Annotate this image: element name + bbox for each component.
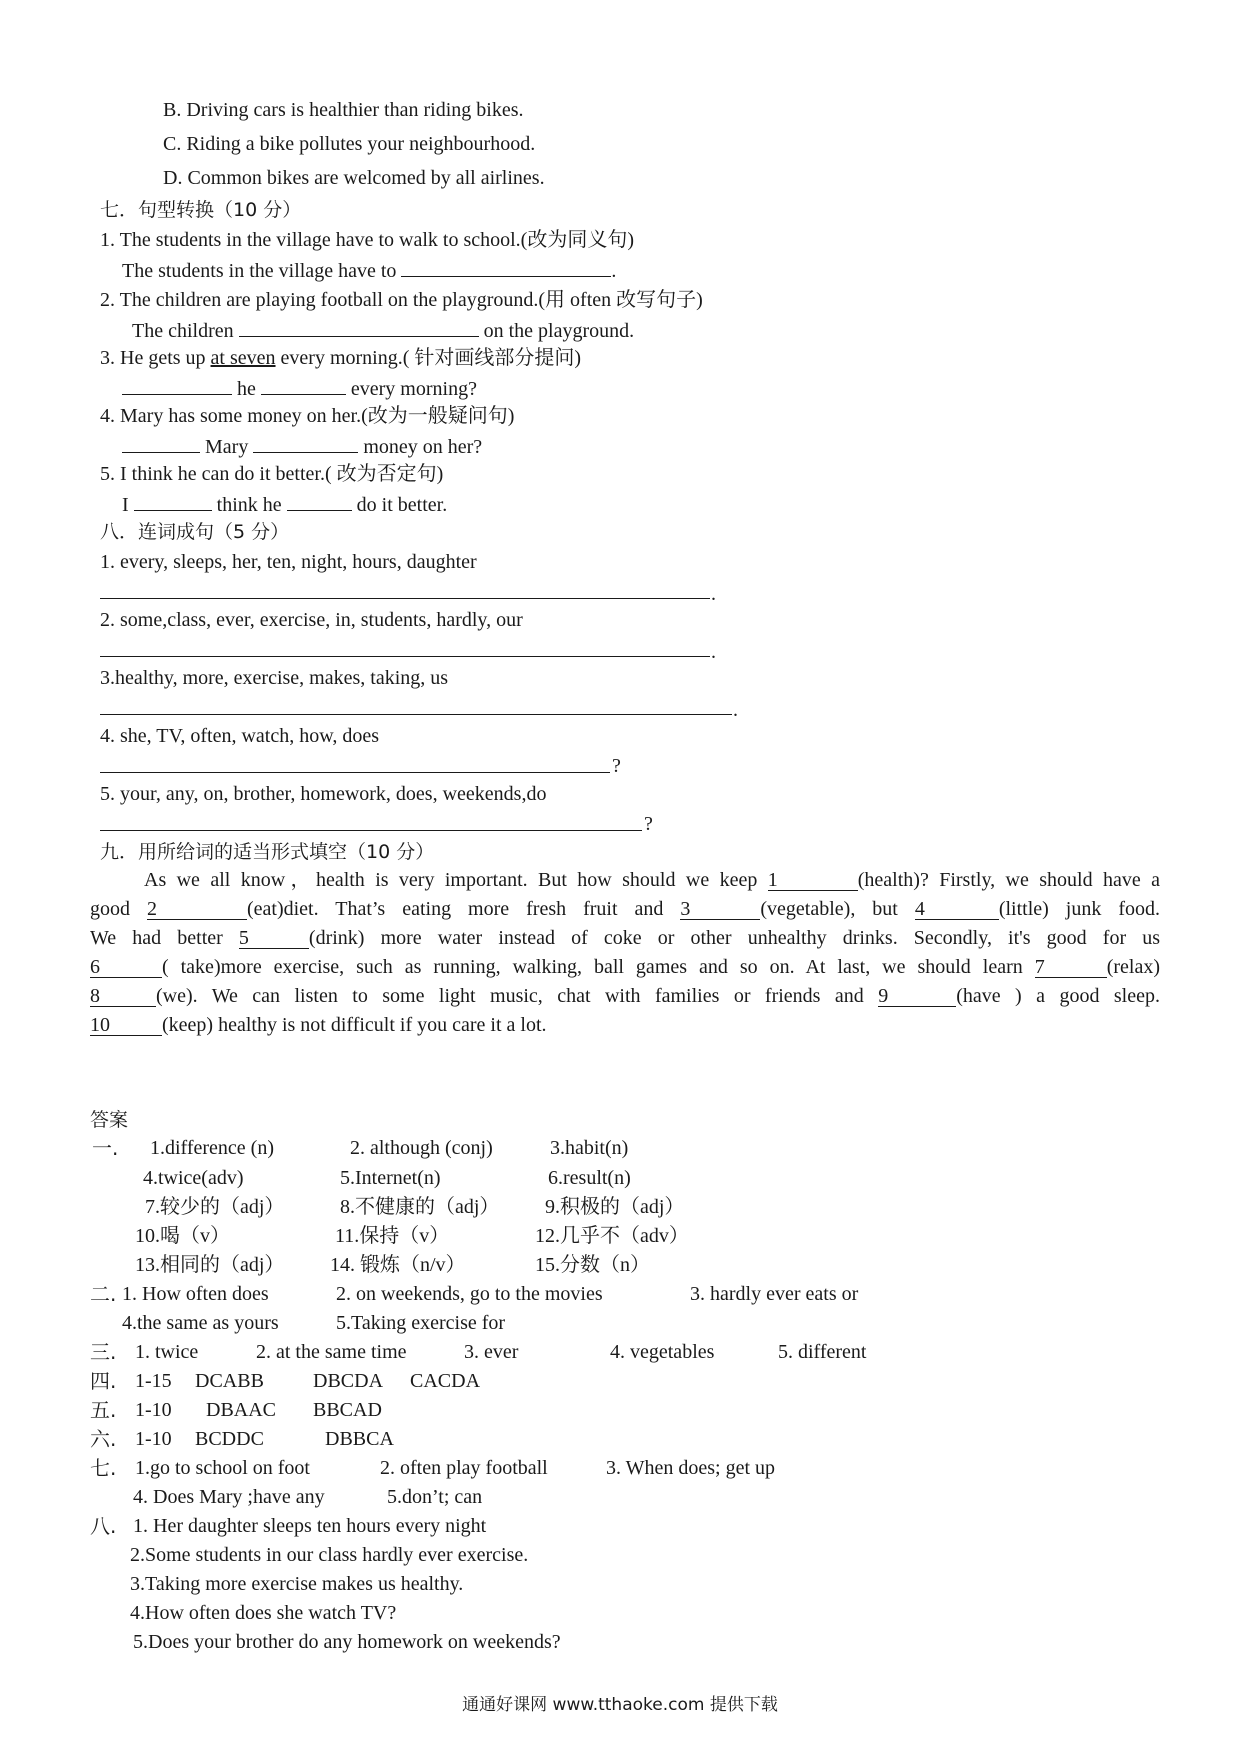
s7-q2a-post: on the playground.	[483, 320, 635, 342]
s7-q4a-post: money on her?	[363, 436, 483, 458]
ans-s8-label: 八.	[90, 1514, 117, 1538]
s7-q3	[100, 346, 581, 370]
s9-row-5: 8 (we). We can listen to some light music, chat with families or friends and 9 (have ) a good sleep.	[90, 985, 1160, 1007]
s7-q3a-post: every morning?	[350, 378, 477, 400]
s8-q4: 4. she, TV, often, watch, how, does	[100, 725, 380, 747]
option-c: C. Riding a bike pollutes your neighbourhood.	[163, 133, 536, 155]
s8-q2: 2. some,class, ever, exercise, in, students, hardly, our	[100, 609, 523, 631]
ans-s4-label: 四.	[90, 1369, 117, 1393]
s7-q3-pre: 3. He gets up	[100, 347, 211, 369]
ans-s4-item: 1-15	[135, 1370, 172, 1392]
ans-s1-item: 3.habit(n)	[550, 1137, 629, 1159]
ans-s7-item: 3. When does; get up	[606, 1457, 776, 1479]
s7-q2a-pre: The children	[132, 320, 234, 342]
ans-s1-item: 9.积极的（adj）	[545, 1196, 685, 1218]
s9-blank-4[interactable]: 4	[915, 899, 999, 920]
section8-heading: 八．连词成句（5 分）	[100, 521, 290, 543]
s7-q1-blank[interactable]	[401, 258, 611, 277]
ans-s3-label: 三.	[90, 1340, 117, 1364]
ans-s1-item: 5.Internet(n)	[340, 1167, 441, 1189]
ans-s5-item: 1-10	[135, 1399, 172, 1421]
ans-s3-item: 1. twice	[135, 1341, 199, 1363]
s9-blank-6[interactable]: 6	[90, 957, 162, 978]
ans-s7-item: 2. often play football	[380, 1457, 548, 1479]
s7-q5a-post: do it better.	[356, 494, 448, 516]
s7-q1: 1. The students in the village have to walk to school.(改为同义句)	[100, 229, 634, 251]
ans-s2-item: 2. on weekends, go to the movies	[336, 1283, 603, 1305]
ans-s3-item: 2. at the same time	[256, 1341, 407, 1363]
section7-heading: 七．句型转换（10 分）	[100, 199, 302, 221]
s7-q3-answer-line	[122, 376, 477, 401]
s8-q5-end: ?	[644, 813, 653, 835]
s7-q4-blank-1[interactable]	[122, 434, 200, 453]
ans-s7-label: 七.	[90, 1456, 117, 1480]
s7-q5-blank-1[interactable]	[134, 492, 212, 511]
s7-q4a-mid: Mary	[205, 436, 249, 458]
ans-s5-item: DBAAC	[206, 1399, 277, 1421]
s8-q1-end: .	[711, 583, 716, 605]
ans-s1-item: 8.不健康的（adj）	[340, 1196, 500, 1218]
s7-q4: 4. Mary has some money on her.(改为一般疑问句)	[100, 405, 515, 427]
s7-q4-answer-line	[122, 434, 482, 459]
ans-s8-item: 2.Some students in our class hardly ever exercise.	[130, 1544, 529, 1566]
s7-q3-blank-1[interactable]	[122, 376, 232, 395]
ans-s8-item: 3.Taking more exercise makes us healthy.	[130, 1573, 464, 1595]
ans-s3-item: 3. ever	[464, 1341, 519, 1363]
ans-s6-item: 1-10	[135, 1428, 172, 1450]
s7-q5-answer-line	[122, 492, 447, 517]
ans-s5-item: BBCAD	[313, 1399, 382, 1421]
s9-row-3: We had better 5 (drink) more water instead of coke or other unhealthy drinks. Secondly, it's good for us	[90, 927, 1161, 949]
s7-q3-post: every morning.( 针对画线部分提问)	[275, 347, 582, 369]
s7-q5: 5. I think he can do it better.( 改为否定句)	[100, 463, 444, 485]
ans-s1-item: 12.几乎不（adv）	[535, 1225, 689, 1247]
ans-s6-label: 六.	[90, 1427, 117, 1451]
s7-q2-answer-line	[132, 318, 634, 343]
ans-s1-label: 一.	[92, 1136, 119, 1160]
s7-q1-answer-line	[122, 258, 616, 283]
s8-q2-answer-line[interactable]	[100, 656, 710, 657]
s8-q4-end: ?	[612, 755, 621, 777]
s9-row-2: good 2 (eat)diet. That’s eating more fresh fruit and 3 (vegetable), but 4 (little) junk food.	[90, 898, 1161, 920]
s9-blank-3[interactable]: 3	[680, 899, 760, 920]
ans-s1-item: 6.result(n)	[548, 1167, 631, 1189]
option-d: D. Common bikes are welcomed by all airlines.	[163, 167, 545, 189]
ans-s2-item: 3. hardly ever eats or	[690, 1283, 859, 1305]
ans-s7-item: 4. Does Mary ;have any	[133, 1486, 325, 1508]
s7-q1a-pre: The students in the village have to	[122, 260, 397, 282]
ans-s5-label: 五.	[90, 1398, 117, 1422]
s9-blank-2[interactable]: 2	[147, 899, 247, 920]
ans-s1-item: 14. 锻炼（n/v）	[330, 1254, 466, 1276]
ans-s6-item: BCDDC	[195, 1428, 264, 1450]
ans-s2-item: 5.Taking exercise for	[336, 1312, 506, 1334]
s7-q2: 2. The children are playing football on the playground.(用 often 改写句子)	[100, 289, 703, 311]
ans-s8-item: 5.Does your brother do any homework on weekends?	[133, 1631, 561, 1653]
s7-q5a-pre: I	[122, 494, 129, 516]
s7-q3-underlined: at seven	[210, 347, 276, 369]
s8-q5-answer-line[interactable]	[100, 830, 642, 831]
s9-row-1: As we all know，health is very important. But how should we keep 1 (health)? Firstly, we should have a	[144, 869, 1161, 891]
ans-s3-item: 5. different	[778, 1341, 867, 1363]
ans-s1-item: 4.twice(adv)	[143, 1167, 244, 1189]
s8-q3: 3.healthy, more, exercise, makes, taking, us	[100, 667, 449, 689]
ans-s4-item: DCABB	[195, 1370, 264, 1392]
ans-s3-item: 4. vegetables	[610, 1341, 715, 1363]
s8-q2-end: .	[711, 641, 716, 663]
ans-s7-item: 1.go to school on foot	[135, 1457, 310, 1479]
ans-s2-item: 1. How often does	[122, 1283, 269, 1305]
ans-s4-item: CACDA	[410, 1370, 481, 1392]
ans-s6-item: DBBCA	[325, 1428, 394, 1450]
s9-blank-10[interactable]: 10	[90, 1015, 162, 1036]
s7-q5a-mid: think he	[216, 494, 282, 516]
s8-q4-answer-line[interactable]	[100, 772, 610, 773]
s9-passage	[90, 866, 1160, 1040]
s8-q5: 5. your, any, on, brother, homework, does, weekends,do	[100, 783, 547, 805]
ans-s8-item: 1. Her daughter sleeps ten hours every night	[133, 1515, 487, 1537]
ans-s1-item: 1.difference (n)	[150, 1137, 275, 1159]
ans-s1-item: 11.保持（v）	[335, 1225, 450, 1247]
page-footer: 通通好课网 www.tthaoke.com 提供下载	[462, 1695, 778, 1715]
ans-s1-item: 7.较少的（adj）	[145, 1196, 285, 1218]
s9-blank-5[interactable]: 5	[239, 928, 309, 949]
s7-q2-blank[interactable]	[239, 318, 479, 337]
s9-row-4: 6 ( take)more exercise, such as running, walking, ball games and so on. At last, we should learn 7 (relax)	[90, 956, 1160, 978]
section9-heading: 九．用所给词的适当形式填空（10 分）	[100, 841, 435, 863]
s8-q1-answer-line[interactable]	[100, 598, 710, 599]
s9-row-6: 10 (keep) healthy is not difficult if you care it a lot.	[90, 1014, 547, 1036]
answers-heading: 答案	[90, 1109, 129, 1131]
s7-q4-blank-2[interactable]	[253, 434, 358, 453]
s8-q3-end: .	[733, 699, 738, 721]
s7-q3-blank-2[interactable]	[261, 376, 346, 395]
s9-blank-1[interactable]: 1	[768, 870, 858, 891]
s9-blank-7[interactable]: 7	[1035, 957, 1107, 978]
s8-q1: 1. every, sleeps, her, ten, night, hours, daughter	[100, 551, 477, 573]
ans-s2-label: 二.	[90, 1282, 117, 1306]
s7-q5-blank-2[interactable]	[287, 492, 352, 511]
s7-q3a-mid: he	[237, 378, 256, 400]
s7-q1a-post: .	[611, 260, 617, 282]
ans-s8-item: 4.How often does she watch TV?	[130, 1602, 397, 1624]
ans-s2-item: 4.the same as yours	[122, 1312, 279, 1334]
s8-q3-answer-line[interactable]	[100, 714, 732, 715]
ans-s4-item: DBCDA	[313, 1370, 384, 1392]
ans-s7-item: 5.don’t; can	[387, 1486, 483, 1508]
ans-s1-item: 2. although (conj)	[350, 1137, 493, 1159]
s9-blank-8[interactable]: 8	[90, 986, 156, 1007]
ans-s1-item: 15.分数（n）	[535, 1254, 650, 1276]
ans-s1-item: 10.喝（v）	[135, 1225, 230, 1247]
ans-s1-item: 13.相同的（adj）	[135, 1254, 285, 1276]
option-b: B. Driving cars is healthier than riding bikes.	[163, 99, 524, 121]
s9-blank-9[interactable]: 9	[878, 986, 956, 1007]
